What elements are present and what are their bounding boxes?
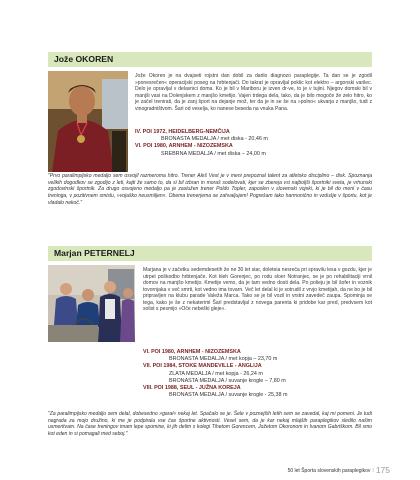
page-number: 175 <box>375 465 390 475</box>
bio-paragraph-okoren: Jože Okoren je na dvajseti rojstni dan dobil za darilo diagnozo paraplegije. Ta dan se je zgodil »ponesrečen« operacijski poseg na hrbtenjači. Do takrat je opravljal poklic kot elektro – argonski varilec. Delo je opravljal v delavnici doma. Ko je bil v Mariboru je izven dr-ve, to je v tujini. Njegov domski bil v manjši vasi na Dolenjskem z manjšo kmetijo. Vajen trdega dela, tako, da je bilo mogoče že zelo hitro, ko je začel trenirati, da je zanj šport na dejanje mož, ter da je in se še na »polno« ukvarja z manjšo, tudi z vinogradništvom. Šari od veselja, ko nanese beseda na vnuka Pana. <box>135 73 372 112</box>
result-item: BRONASTA MEDALJA / met kopja – 23,70 m <box>169 356 278 363</box>
bio-paragraph-peternelj: Marjana je v začetku sedemdesetih že ne 30 let star, doleteia nesreča pri spravilu lesa v gozdu, kjer je utrpel poškodbo hrbtenjače. Kot kleh Gorenjec, po rodu sloer Notranjec, se je po rehabilitaciji vrnil domov na manjšo kmetijo. Kmetije vemo, da je tam vedno dosti dela. Po polieju je bil šofer in voznik tovornjaka v več smrti, kot vedno ima tovarn. Več let delal ki je sotrudil z vrvjo kmetijah, da ne bo je bil pripravljen na klubu parade Valeža Marca. Tako se je bil vozil in vrstni zavedeč zaupa. Spominja se tega, kako je še z nekaterimi Šarl predstavljal z novega parenta ki pridobe kar pred, predvsem kot solist s pesmijo »Oče nebeški gleje«. <box>143 267 372 313</box>
result-heading: VIII. POI 1988, SEUL - JUŽNA KOREJA <box>143 385 241 392</box>
result-item: BRONASTA MEDALJA / suvanje krogle - 25,38 m <box>169 392 288 399</box>
results-peternelj <box>143 349 288 399</box>
section-heading-okoren: Jože OKOREN <box>48 52 372 67</box>
section-heading-peternelj: Marjan PETERNELJ <box>48 246 372 261</box>
result-item: BRONASTA MEDALJA / suvanje krogle – 7,80 m <box>169 377 286 384</box>
result-heading: VI. POI 1980, ARNHEM - NIZOZEMSKA <box>135 143 233 150</box>
result-heading: IV. POI 1972, HEIDELBERG-NEMČIJA <box>135 129 230 135</box>
photo-okoren <box>48 71 128 172</box>
results-okoren <box>135 129 268 158</box>
footer-separator: I <box>372 468 374 474</box>
page-footer <box>288 465 390 475</box>
result-item: BRONASTA MEDALJA / met diska - 20,46 m <box>161 136 268 143</box>
quote-okoren: "Prvo paralimpijsko medaljo sem osvojil razmeroma hitro. Trener Aleš Vest je v meni prepoznal talent za atletsko disciplino – disk. Spoznanja velikih dogodkov se zgodijo z leti, kajti že samo to, da si bil izbran in moraš sodelovati, kjer se zbereja vsi najboljši športniki sveta, je vrhunski zgodovinski športnik. Za drugo osvojeno medaljo pa je zaslužen trener Poldo Topler, zaposlen v slovenski vojski, ki je bil do meni v času treninga, v pozitivnem smislu, »vojaško neusmiljen«. Obema trenerjema se zahvaljujem! Pogrešam tako harmonično in vzdušje v športu, kot je vladalo nekoč." <box>48 173 372 206</box>
result-heading: VII. POI 1984, STOKE MANDEVILLE - ANGLIJA <box>143 363 262 370</box>
photo-peternelj <box>48 265 135 342</box>
quote-peternelj: "Za paralimpijsko medaljo sem delal, dobesedno »garal« nekaj let. Spačalo se je. Šele v poznejših letih sem se zavedal, kaj mi pomeni. Je tudi nagrada za mojo družino, ki me je podpirala vse čas športne aktivnosti. Vesel sem, da je kar nekaj mlajših paraplegikov sledilo našim usmeritvam. Na čase treningov imam lepe spomine, ki jih delim s kolegi Tihetom Gorencem, Jožetom Okoronom in Ivanom Gabriškom. Bil smo kot eden in si pomagali med seboj." <box>48 411 372 438</box>
result-item: ZLATA MEDALJA / met kopja - 26,24 m <box>169 370 263 377</box>
result-item: SREBRNA MEDALJA / met diska – 24,00 m <box>161 150 266 157</box>
footer-book-title: 50 let Športa slovenskih paraplegikov <box>287 468 371 474</box>
result-heading: VI. POI 1980, ARNHEM - NIZOZEMSKA <box>143 349 241 355</box>
